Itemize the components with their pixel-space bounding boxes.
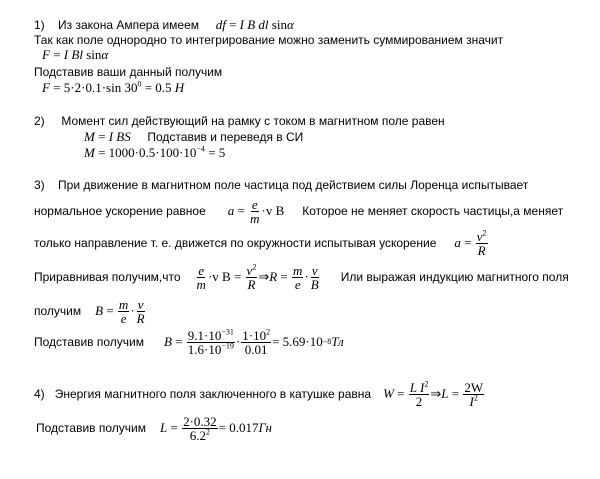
s2-line2 (84, 130, 303, 144)
s4-number: 4) (34, 387, 45, 401)
s2-number: 2) (34, 114, 45, 128)
ampere-law-formula: df = I B dl sinα (215, 17, 294, 32)
s4-line1 (34, 378, 485, 410)
s4-line2 (36, 412, 272, 444)
s4-intro: Энергия магнитного поля заключенного в катушке равна (54, 387, 372, 401)
s3-line4 (34, 262, 569, 292)
s1-line1 (34, 18, 294, 32)
moment-calculation: $M = 1000\cdot 0.5\cdot 100\cdot 10^{-4} = 5$ (84, 144, 226, 160)
s3-line6-pre: Подставив получим (34, 335, 144, 349)
force-formula: F = I Bl sinα (42, 47, 109, 62)
s3-intro: При движение в магнитном поле частица под действием силы Лоренца испытывает (58, 178, 529, 192)
s2-note: Подставив и переведя в СИ (147, 130, 304, 144)
s1-number: 1) (34, 18, 45, 32)
centripetal-acceleration-formula: a = $v^2$ R (454, 228, 487, 258)
s3-line3-pre: только направление т. е. движется по окружности испытывая ускорение (34, 236, 437, 250)
s3-line3 (34, 228, 489, 258)
s3-line1 (34, 178, 528, 192)
s3-line4-post: Или выражая индукцию магнитного поля (340, 270, 569, 284)
s1-intro: Из закона Ампера имеем (58, 18, 200, 32)
inductance-calculation: L = $\frac{2\cdot 0.32}{6.2^2}$ = 0.017 Гн (159, 413, 272, 443)
s4-line2-pre: Подставив получим (36, 421, 146, 435)
s3-line5-pre: получим (34, 304, 82, 318)
moment-formula: M = I BS (84, 129, 131, 144)
s3-line2-post: Которое не меняет скорость частицы,а меняет (302, 204, 564, 218)
s3-number: 3) (34, 178, 45, 192)
induction-formula: B = m e · v R (95, 296, 145, 326)
force-balance-formula: e m ·v B = $v^2$ R ⇒ R = m e · v B (196, 262, 319, 292)
s1-line3: Подставив ваши данный получим (34, 65, 223, 79)
s3-line2-pre: нормальное ускорение равное (34, 204, 206, 218)
s3-line5 (34, 296, 147, 326)
s3-line6 (34, 327, 344, 357)
s3-line2 (34, 197, 563, 225)
induction-calculation: B = $9.1\cdot 10^{-31}$ $1.6\cdot 10^{-19}$ · $\frac{1\cdot 10^2}{0.01}$ = 5.69·10 −8 Тл (163, 327, 344, 357)
lorentz-acceleration-formula: a = e m ·v B (227, 196, 285, 226)
s2-intro: Момент сил действующий на рамку с током в магнитном поле равен (61, 114, 445, 128)
force-calculation: F = 5·2·0.1·sin $30^0 = 0.5$ Н (42, 79, 185, 95)
s1-line2: Так как поле однородно то интегрирование можно заменить суммированием значит (34, 33, 504, 47)
s3-line4-pre: Приравнивая получим,что (34, 270, 181, 284)
energy-formula: W = L $I^2$ 2 ⇒ L = 2W $I^2$ (383, 379, 484, 409)
s2-line1 (34, 114, 445, 128)
